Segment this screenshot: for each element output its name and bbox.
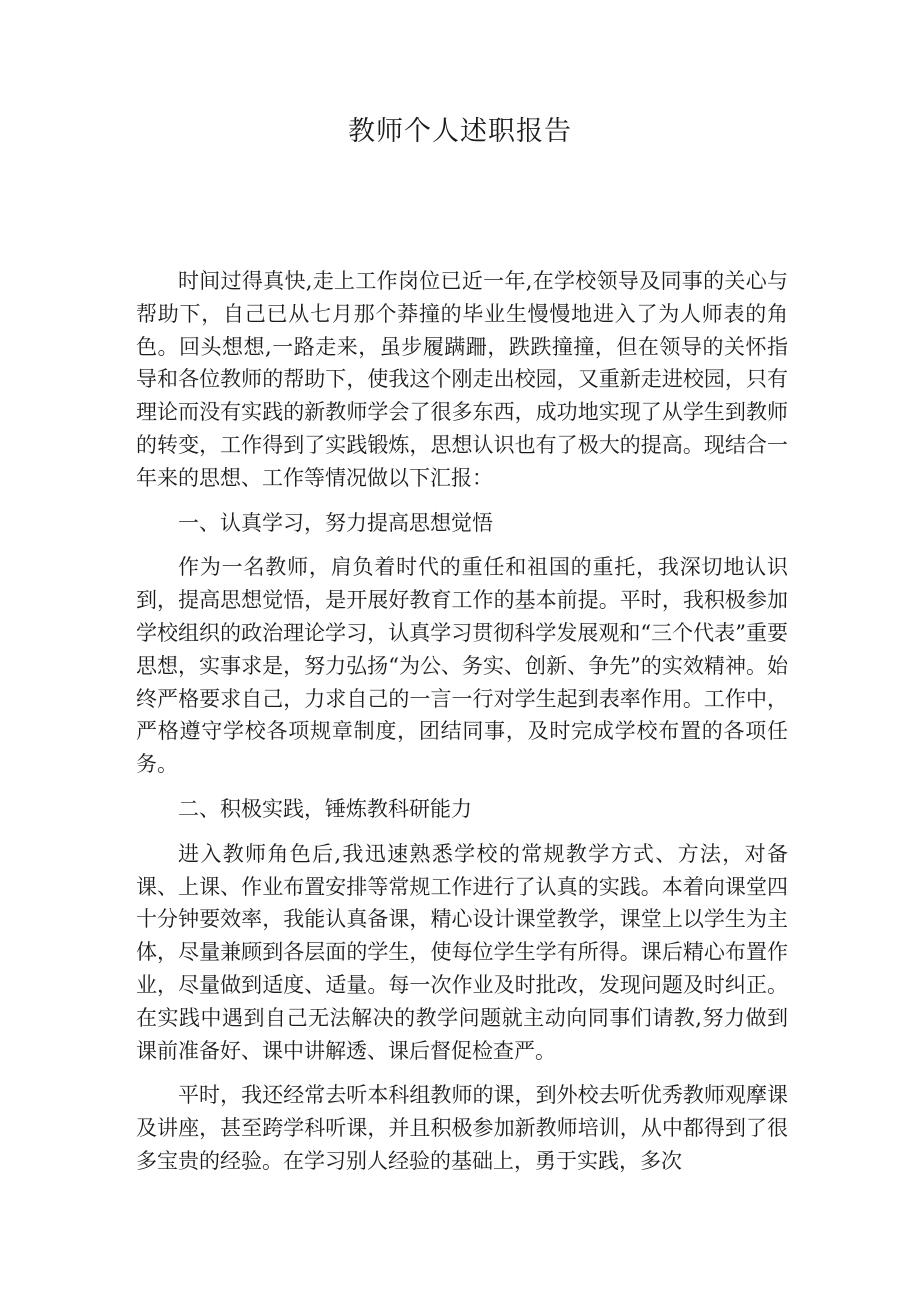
paragraph-section-1: 作为一名教师，肩负着时代的重任和祖国的重托，我深切地认识到，提高思想觉悟，是开展好教育工作的基本前提。平时，我积极参加学校组织的政治理论学习，认真学习贯彻科学发展观和“三个代表”重要思想，实事求是，努力弘扬“为公、务实、创新、争先”的实效精神。始终严格要求自己，力求自己的一言一行对学生起到表率作用。工作中，严格遵守学校各项规章制度，团结同事，及时完成学校布置的各项任务。	[136, 555, 788, 777]
document-title: 教师个人述职报告	[348, 116, 572, 147]
document-body	[136, 265, 788, 1190]
section-heading-1: 一、认真学习，努力提高思想觉悟	[178, 510, 493, 535]
paragraph-section-2: 进入教师角色后,我迅速熟悉学校的常规教学方式、方法，对备课、上课、作业布置安排等常规工作进行了认真的实践。本着向课堂四十分钟要效率，我能认真备课，精心设计课堂教学，课堂上以学生为主体，尽量兼顾到各层面的学生，使每位学生学有所得。课后精心布置作业，尽量做到适度、适量。每一次作业及时批改，发现问题及时纠正。在实践中遇到自己无法解决的教学问题就主动向同事们请教,努力做到课前准备好、课中讲解透、课后督促检查严。	[136, 841, 788, 1063]
paragraph-section-2-continued: 平时，我还经常去听本科组教师的课，到外校去听优秀教师观摩课及讲座，甚至跨学科听课，并且积极参加新教师培训，从中都得到了很多宝贵的经验。在学习别人经验的基础上，勇于实践，多次	[136, 1083, 788, 1173]
section-heading-2: 二、积极实践，锤炼教科研能力	[178, 796, 472, 821]
paragraph-intro: 时间过得真快,走上工作岗位已近一年,在学校领导及同事的关心与帮助下，自己已从七月那个莽撞的毕业生慢慢地进入了为人师表的角色。回头想想,一路走来，虽步履蹒跚，跌跌撞撞，但在领导的关怀指导和各位教师的帮助下，使我这个刚走出校园，又重新走进校园，只有理论而没有实践的新教师学会了很多东西，成功地实现了从学生到教师的转变，工作得到了实践锻炼，思想认识也有了极大的提高。现结合一年来的思想、工作等情况做以下汇报：	[136, 269, 788, 490]
